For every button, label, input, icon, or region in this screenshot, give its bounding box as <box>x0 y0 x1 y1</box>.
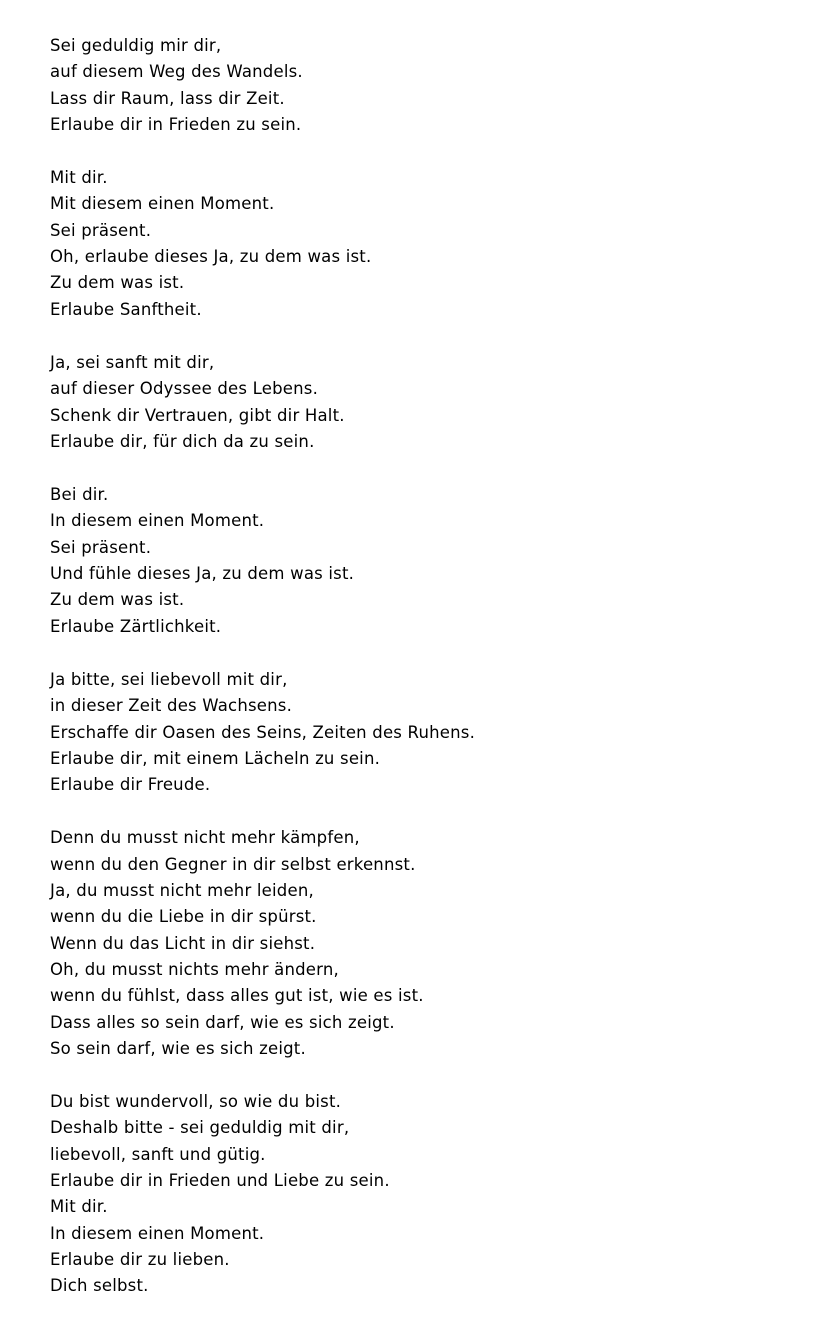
poem-line: Ja, sei sanft mit dir, <box>50 352 215 372</box>
poem-text <box>50 33 810 1326</box>
poem-line: Schenk dir Vertrauen, gibt dir Halt. <box>50 405 345 425</box>
poem-stanza <box>50 165 810 323</box>
poem-line: Denn du musst nicht mehr kämpfen, <box>50 828 360 848</box>
poem-line: Zu dem was ist. <box>50 273 185 293</box>
poem-line: auf dieser Odyssee des Lebens. <box>50 379 319 399</box>
poem-line: wenn du die Liebe in dir spürst. <box>50 907 317 927</box>
poem-stanza <box>50 350 810 455</box>
poem-line: Und fühle dieses Ja, zu dem was ist. <box>50 564 355 584</box>
poem-line: Erlaube dir in Frieden und Liebe zu sein. <box>50 1170 390 1190</box>
poem-line: Sei geduldig mir dir, <box>50 36 222 55</box>
poem-line: Dass alles so sein darf, wie es sich zeigt. <box>50 1012 395 1032</box>
poem-line: Oh, du musst nichts mehr ändern, <box>50 959 339 979</box>
poem-line: Sei präsent. <box>50 537 152 557</box>
poem-line: Dich selbst. <box>50 1276 149 1296</box>
poem-line: wenn du fühlst, dass alles gut ist, wie es ist. <box>50 986 424 1006</box>
poem-line: Erlaube dir, für dich da zu sein. <box>50 431 315 451</box>
poem-line: Mit dir. <box>50 1197 108 1217</box>
poem-line: Bei dir. <box>50 485 109 505</box>
poem-line: Du bist wundervoll, so wie du bist. <box>50 1092 342 1112</box>
poem-stanza <box>50 667 810 798</box>
poem-line: Wenn du das Licht in dir siehst. <box>50 933 316 953</box>
poem-line: Erlaube Zärtlichkeit. <box>50 616 222 636</box>
poem-line: Sei präsent. <box>50 220 152 240</box>
poem-line: Erschaffe dir Oasen des Seins, Zeiten des Ruhens. <box>50 722 476 742</box>
poem-line: Oh, erlaube dieses Ja, zu dem was ist. <box>50 247 372 267</box>
poem-stanza <box>50 1089 810 1299</box>
poem-line: in dieser Zeit des Wachsens. <box>50 696 293 716</box>
poem-line: In diesem einen Moment. <box>50 511 265 531</box>
poem-stanza <box>50 33 810 138</box>
poem-line: auf diesem Weg des Wandels. <box>50 62 303 82</box>
poem-line: Lass dir Raum, lass dir Zeit. <box>50 88 285 108</box>
poem-line: Ja, du musst nicht mehr leiden, <box>50 881 314 901</box>
poem-line: So sein darf, wie es sich zeigt. <box>50 1038 306 1058</box>
poem-stanza <box>50 825 810 1062</box>
poem-line: Zu dem was ist. <box>50 590 185 610</box>
poem-line: Erlaube dir Freude. <box>50 775 211 795</box>
poem-line: In diesem einen Moment. <box>50 1223 265 1243</box>
poem-line: Mit diesem einen Moment. <box>50 194 275 214</box>
poem-line: Deshalb bitte - sei geduldig mit dir, <box>50 1118 350 1138</box>
poem-line: liebevoll, sanft und gütig. <box>50 1144 266 1164</box>
poem-line: Erlaube Sanftheit. <box>50 299 202 319</box>
poem-line: wenn du den Gegner in dir selbst erkennst. <box>50 854 416 874</box>
poem-line: Mit dir. <box>50 168 108 188</box>
poem-line: Ja bitte, sei liebevoll mit dir, <box>50 669 288 689</box>
poem-stanza <box>50 482 810 640</box>
poem-line: Erlaube dir, mit einem Lächeln zu sein. <box>50 748 381 768</box>
poem-line: Erlaube dir in Frieden zu sein. <box>50 114 302 134</box>
poem-line: Erlaube dir zu lieben. <box>50 1249 230 1269</box>
